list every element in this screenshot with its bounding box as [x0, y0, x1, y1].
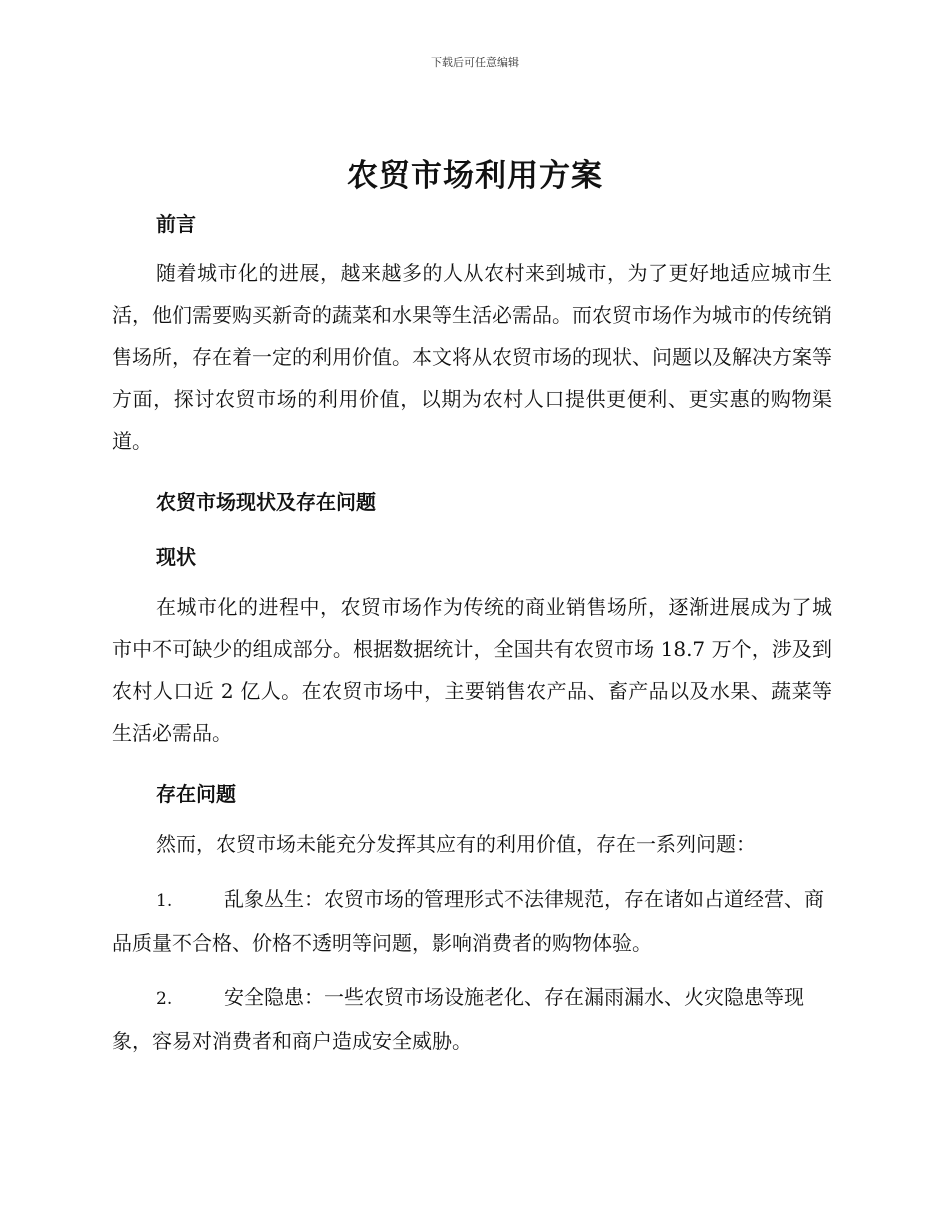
list-item — [112, 878, 832, 964]
heading-problems: 存在问题 — [156, 782, 236, 806]
heading-preface: 前言 — [156, 212, 196, 236]
paragraph-problems-intro: 然而，农贸市场未能充分发挥其应有的利用价值，存在一系列问题： — [156, 832, 756, 856]
list-item-number: 1. — [156, 891, 173, 911]
paragraph-preface: 随着城市化的进展，越来越多的人从农村来到城市，为了更好地适应城市生活，他们需要购买新奇的蔬菜和水果等生活必需品。而农贸市场作为城市的传统销售场所，存在着一定的利用价值。本文将从农贸市场的现状、问题以及解决方案等方面，探讨农贸市场的利用价值，以期为农村人口提供更便利、更实惠的购物渠道。 — [112, 261, 832, 453]
list-item — [112, 976, 832, 1062]
list-item-text: 安全隐患：一些农贸市场设施老化、存在漏雨漏水、火灾隐患等现象，容易对消费者和商户造成安全威胁。 — [112, 985, 804, 1053]
paragraph-status: 在城市化的进程中，农贸市场作为传统的商业销售场所，逐渐进展成为了城市中不可缺少的组成部分。根据数据统计，全国共有农贸市场 18.7 万个，涉及到农村人口近 2 亿人。在农贸市场中，主要销售农产品、畜产品以及水果、蔬菜等生活必需品。 — [112, 595, 832, 745]
heading-status: 现状 — [156, 545, 196, 569]
list-item-number: 2. — [156, 989, 173, 1009]
page-header: 下载后可任意编辑 — [431, 56, 519, 69]
document-title: 农贸市场利用方案 — [347, 158, 603, 194]
list-item-text: 乱象丛生：农贸市场的管理形式不法律规范，存在诸如占道经营、商品质量不合格、价格不透明等问题，影响消费者的购物体验。 — [112, 887, 824, 955]
heading-status-and-problems: 农贸市场现状及存在问题 — [156, 490, 376, 514]
